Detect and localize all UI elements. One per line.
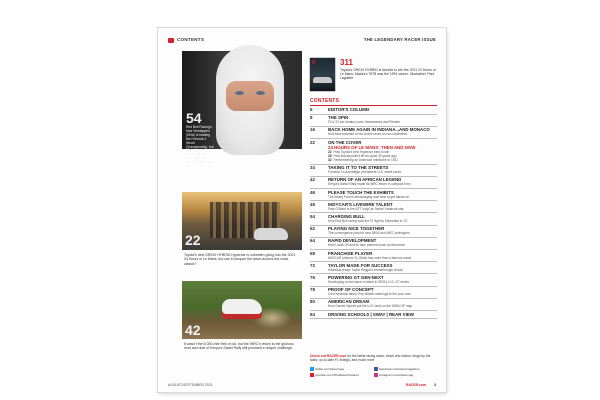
toc-page-number: 72 — [310, 262, 316, 268]
section-label: CONTENTS — [177, 37, 205, 42]
twitter-icon — [310, 367, 314, 371]
toc-subentry-text: Remembering an American milestone in 1921 — [333, 158, 399, 163]
photo-page-number: 22 — [185, 232, 201, 248]
toc-page-number: 34 — [310, 165, 316, 171]
toc-title: TAYLOR MADE FOR SUCCESS — [328, 262, 393, 268]
instagram-icon — [374, 373, 378, 377]
rally-car-shape — [222, 299, 262, 319]
toc-title: DRIVING SCHOOLS | SWAY | REAR VIEW — [328, 311, 414, 317]
toc-title: INDYCAR'S LIVEWIRE TALENT — [328, 201, 393, 207]
social-link-text: facebook.com/racermagazine — [379, 367, 420, 371]
cover-description: Toyota's GR010 HYBRID is favorite to win the 2021 24 Hours of Le Mans; Mazda's 787B was the 1991 winner. Illustration: Paul Laguette — [340, 68, 436, 81]
cover-page-number: 311 — [340, 58, 353, 67]
social-link-facebook[interactable] — [374, 367, 420, 371]
photo-caption: Red Bull Racing's Max Verstappen (NDA) is leading the Formula 1 World Championship, but Mercedes and Lewis Hamilton won't give up without a fight. It's on! — [186, 125, 214, 169]
face-shape — [226, 81, 274, 111]
toc-title: RAPID DEVELOPMENT — [328, 238, 377, 244]
toc-page-number: 54 — [310, 214, 316, 219]
site-link[interactable]: RACER.com — [406, 383, 426, 387]
toc-description: Historical recap: Taylor Rejiger's breakthrough victory — [328, 267, 404, 272]
toc-page-number: 46 — [310, 189, 316, 195]
toc-subentry-text: How Mazda pulled off an upset 30 years ago — [333, 154, 397, 159]
issue-title: THE LEGENDARY RACER ISSUE — [363, 37, 436, 42]
toc-subentry — [328, 158, 438, 162]
photo-safari-rally — [182, 281, 302, 339]
toc-title: BACK HOME AGAIN IN INDIANA...AND MONACO — [328, 127, 430, 133]
toc-page-number: 64 — [310, 238, 316, 244]
toc-description: How Lucas Oil and its race partners push performance — [328, 243, 406, 248]
toc-description: Pato O'Ward is the NTT IndyCar Series' breakout star — [328, 206, 404, 211]
toc-title: CHARGING BULL — [328, 214, 365, 219]
toc-description: Developing a new wave of talent in SRO's U.S. GT series — [328, 280, 409, 284]
toc-title: ON THE COVER — [328, 139, 362, 145]
issue-date: AUGUST/SEPTEMBER 2021 — [168, 383, 213, 387]
page-header — [168, 37, 436, 47]
toc-title: PLEASE TOUCH THE EXHIBITS — [328, 189, 394, 195]
social-link-text: twitter.com/racermag — [315, 367, 344, 371]
cover-masthead: R — [312, 60, 316, 66]
toc-description: The convergence plan for new IMSA and WEC prototypes — [328, 231, 410, 236]
eye-left — [235, 91, 244, 95]
facebook-icon — [374, 367, 378, 371]
toc-title: AMERICAN DREAM — [328, 299, 369, 305]
youtube-icon — [310, 373, 314, 377]
toc-description: How fans returned to two iconic races on two continents — [328, 132, 407, 137]
page-footer — [168, 383, 436, 389]
toc-description: The library Ford is encouraging race fans to get hands-on — [328, 194, 410, 199]
divider — [310, 105, 437, 106]
toc-description: How Red Bull racing took the F1 fight to Mercedes in '21 — [328, 219, 408, 223]
photo-caption: It wasn't the 5,000-mile trek of old, but the WRC's return to the glorious mud and dust of Kenya's Safari Rally still provided a unique challenge. — [184, 342, 294, 351]
toc-page-number: 48 — [310, 201, 316, 207]
toc-page-number: 6 — [310, 107, 313, 112]
toc-description: Cool electrical takes; Roy Barber warnings to the pros now — [328, 292, 411, 297]
toc-subentry-number: 22 — [328, 150, 332, 154]
cover-thumbnail — [310, 58, 335, 91]
car-shape — [254, 228, 288, 240]
toc-description: NASCAR phenom Ty Gibbs has more than a famous name — [328, 255, 412, 260]
toc-title: RETURN OF AN AFRICAN LEGEND — [328, 177, 402, 183]
toc-title: TAKING IT TO THE STREETS — [328, 165, 389, 171]
toc-title: FRANCHISE PLAYER — [328, 250, 373, 256]
social-links — [310, 367, 437, 380]
contents-heading: CONTENTS — [310, 98, 340, 104]
toc-subentry-text: How Toyota's new Hypercar tried to win — [333, 150, 390, 154]
promo-lead: Check out RACER.com — [310, 354, 347, 358]
toc-page-number: 16 — [310, 127, 316, 133]
social-link-twitter[interactable] — [310, 367, 344, 371]
toc-page-number: 76 — [310, 275, 316, 280]
toc-description: Kenya's Safari Rally made its WRC return in compact form — [328, 182, 411, 187]
toc-title: THE SPIN — [328, 115, 349, 121]
toc-page-number: 62 — [310, 226, 316, 232]
eye-right — [256, 91, 265, 95]
toc-subentry-number: 32 — [328, 158, 332, 163]
promo-body: for the latest racing news, views and videos; blogs by the stars; up-to-date F1 listings; and much more — [310, 354, 431, 362]
toc-description: Formula 1's Azerbaijan permanent U.S. street races — [328, 170, 402, 175]
page-number: 3 — [434, 383, 436, 387]
toc-title: PROOF OF CONCEPT — [328, 287, 374, 293]
toc-page-number: 42 — [310, 177, 316, 183]
social-link-text: youtube.com/TheRacerChannel — [315, 373, 359, 377]
promo-text — [310, 354, 437, 362]
toc-description: How Garrett Garrett put the U.S. back on the IMSA GP map — [328, 304, 413, 309]
toc-title: POWERING GT GEN-NEXT — [328, 275, 384, 280]
toc-feature-title: 24 HOURS OF LE MANS: THEN AND NOW — [328, 144, 416, 150]
social-link-text: instagram.com/racermag — [379, 373, 414, 377]
toc-title: PLAYING NICE TOGETHER — [328, 226, 385, 232]
photo-driver-portrait — [182, 51, 302, 169]
toc-description: F1's '22 car breaks cover; Newsweeks and Penske — [328, 120, 400, 125]
toc-page-number: 80 — [310, 299, 316, 305]
toc-page-number: 22 — [310, 139, 316, 145]
toc-page-number: 68 — [310, 250, 316, 256]
toc-title: EDITOR'S COLUMN — [328, 107, 369, 112]
toc-page-number: 78 — [310, 287, 316, 293]
photo-page-number: 54 — [186, 110, 202, 126]
photo-page-number: 42 — [185, 322, 201, 338]
magazine-page — [158, 28, 446, 392]
racer-logo-icon — [168, 38, 174, 43]
photo-pit-stop — [182, 192, 302, 250]
toc-subentry-number: 28 — [328, 154, 332, 159]
cover-car-shape — [313, 77, 332, 83]
social-link-instagram[interactable] — [374, 373, 413, 377]
social-link-youtube[interactable] — [310, 373, 359, 377]
photo-caption: Toyota's new GR010 HYBRID Hypercar is unbeaten going into the 2021 24 Hours of Le Mans, but can it conquer the twice-around-the-clock classic? — [184, 253, 296, 266]
toc-page-number: 8 — [310, 115, 313, 121]
toc-page-number: 84 — [310, 311, 316, 317]
